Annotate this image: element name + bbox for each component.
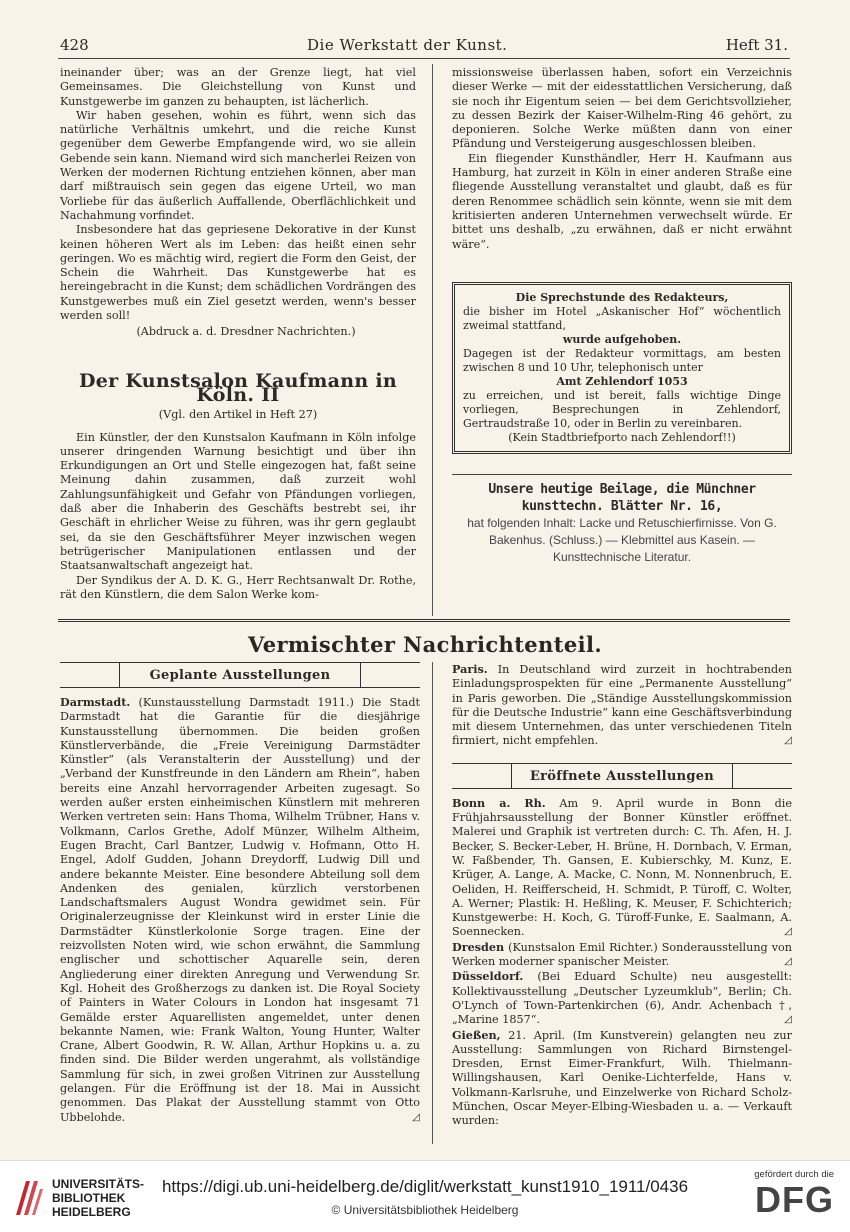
- news-entry: [452, 969, 792, 1027]
- copyright-notice: © Universitätsbibliothek Heidelberg: [331, 1203, 519, 1217]
- news-entry: [452, 662, 792, 749]
- paragraph: Insbesondere hat das gepriesene Dekorative in der Kunst keinen höheren Wert als im Leben: das heißt einen sehr geringen. Wo es mächtig wird, regiert die Form den Geist, der Schein die Wahrheit. Das Kunstgewerbe hat es hereingebracht in die Kunst; dem schädlichen Vordrängen des Kunstgewerbes muß ein Ziel gesetzt werden, wenn's besser werden soll!: [60, 223, 416, 323]
- news-entry: [452, 796, 792, 940]
- end-mark-icon: ◿: [784, 1014, 792, 1026]
- section-title: Vermischter Nachrichtenteil.: [247, 632, 603, 657]
- supplement-title: Unsere heutige Beilage, die Münchner kunsttechn. Blätter Nr. 16,: [488, 481, 756, 514]
- end-mark-icon: ◿: [784, 956, 792, 968]
- right-column: [452, 66, 792, 566]
- page-number: 428: [60, 36, 89, 54]
- issue-number: Heft 31.: [725, 36, 788, 54]
- supplement-notice: [452, 474, 792, 566]
- entry-place: Dresden: [452, 939, 505, 954]
- entry-text: (Bei Eduard Schulte) neu ausgestellt: Kollektivausstellung „Deutscher Lyzeumklub“, Berlin; Ch. O'Lynch of Town-Partenkirchen (6), Andr. Achenbach †, „Marine 1857“.: [452, 970, 792, 1027]
- bottom-left-column: [60, 662, 420, 1125]
- notice-footnote: (Kein Stadtbriefporto nach Zehlendorf!!): [508, 430, 736, 444]
- journal-title: Die Werkstatt der Kunst.: [307, 36, 508, 54]
- paragraph: Ein fliegender Kunsthändler, Herr H. Kaufmann aus Hamburg, hat zurzeit in Köln in einer anderen Straße eine fliegende Ausstellung veranstaltet und glaubt, daß es für deren Renommee schädlich sein könnte, wenn sie mit dem kritisierten anderen Unternehmen verwechselt würde. Er bittet uns deshalb, „zu erwähnen, daß er nicht erwähnt wäre“.: [452, 151, 792, 251]
- news-entry: [452, 1028, 792, 1129]
- header-rule: [58, 58, 790, 59]
- entry-place: Paris.: [452, 662, 488, 676]
- running-head: [60, 32, 788, 58]
- paragraph: ineinander über; was an der Grenze liegt, hat viel Gemeinsames. Die Gleichstellung von Kunst und Kunstgewerbe im ganzen zu behaupten, ist lächerlich.: [60, 66, 416, 108]
- end-mark-icon: ◿: [784, 735, 792, 747]
- paragraph: missionsweise überlassen haben, sofort ein Verzeichnis dieser Werke — mit der eidesstattlichen Versicherung, daß sie noch ihr Eigentum seien — bei dem Gerichtsvollzieher, zu dessen Bezirk der Kaiser-Wilhelm-Ring 46 gehört, zu deponieren. Solche Werke müßten dann von einer Pfändung und Versteigerung ausgeschlossen bleiben.: [452, 66, 792, 151]
- notice-title: Die Sprechstunde des Redakteurs,: [515, 290, 729, 304]
- left-column: [60, 66, 416, 602]
- notice-phone: Amt Zehlendorf 1053: [556, 374, 688, 388]
- subheading-rule-right: [732, 764, 792, 788]
- subheading-rule-left: [452, 764, 512, 788]
- paragraph: Der Syndikus der A. D. K. G., Herr Rechtsanwalt Dr. Rothe, rät den Künstlern, die dem Salon Werke kom-: [60, 573, 416, 601]
- end-mark-icon: ◿: [412, 1111, 420, 1123]
- entry-place: Darmstadt.: [60, 695, 131, 709]
- library-name: [52, 1177, 144, 1219]
- section-rule: [58, 619, 790, 622]
- end-mark-icon: ◿: [784, 926, 792, 938]
- library-name-line: UNIVERSITÄTS-: [52, 1177, 145, 1191]
- notice-box: [452, 282, 792, 454]
- library-name-line: BIBLIOTHEK: [52, 1191, 126, 1205]
- entry-text: (Kunstsalon Emil Richter.) Sonderausstellung von Werken moderner spanischer Meister.: [452, 940, 792, 969]
- column-divider: [432, 64, 433, 616]
- supplement-contents: hat folgenden Inhalt: Lacke und Retuschierfirnisse. Von G. Bakenhus. (Schluss.) — Klebmittel aus Kasein. — Kunsttechnische Literatur.: [467, 515, 777, 564]
- paragraph: Wir haben gesehen, wohin es führt, wenn sich das natürliche Verhältnis umkehrt, und die reiche Kunst gegenüber dem Gewerbe Empfangende wird, wo sie allein Gebende sein kann. Niemand wird sich mancherlei Reizen von Werken der modernen Richtung entziehen können, aber man darf mißtrauisch sein gegen das eigene Urteil, wo man Vorliebe für das äußerlich Auffallende, Oberflächlichkeit und Nachahmung vorfindet.: [60, 108, 416, 222]
- column-divider: [432, 662, 433, 1144]
- viewer-footer: [0, 1160, 850, 1232]
- article-title: Der Kunstsalon Kaufmann in Köln. II: [78, 369, 397, 406]
- notice-emphasis: wurde aufgehoben.: [562, 332, 682, 346]
- funder-caption: gefördert durch die: [754, 1169, 834, 1180]
- subheading-rule-right: [360, 663, 420, 687]
- subheading-box: [452, 763, 792, 789]
- entry-place: Düsseldorf.: [452, 969, 524, 984]
- library-logo[interactable]: [14, 1177, 144, 1219]
- notice-line: Dagegen ist der Redakteur vormittags, am besten zwischen 8 und 10 Uhr, telephonisch unter: [463, 346, 781, 374]
- subheading-label: Geplante Ausstellungen: [149, 668, 331, 683]
- entry-text: (Kunstausstellung Darmstadt 1911.) Die Stadt Darmstadt hat die Garantie für die diesjährige Kunstausstellung übernommen. Die beiden großen Künstlerverbände, die „Freie Vereinigung Darmstädter Künstler“ (als Veranstalterin der Ausstellung) und der „Verband der Kunstfreunde in den Ländern am Rhein“, haben bereits eine Anzahl hervorragender Arbeiten zugesagt. So werden außer ersten einheimischen Künstlern mit mehreren Werken vertreten sein: Hans Thoma, Wilhelm Trübner, Hans v. Volkmann, Carlos Grethe, Adolf Münzer, Wilhelm Altheim, Eugen Bracht, Carl Bantzer, Ludwig v. Hofmann, Otto H. Engel, Adolf Gudden, Johann Dreydorff, Ludwig Dill und andere bekannte Meister. Eine besondere Abteilung soll dem Andenken des genialen, kürzlich verstorbenen Landschaftsmalers August Wondra gewidmet sein. Für Originalerzeugnisse der Kleinkunst wird in erster Linie die Darmstädter Künstlerkolonie Sorge tragen. Eine der reizvollsten Noten wird, wie schon erwähnt, die Sammlung englischer und schottischer Aquarelle sein, deren Angliederung einer direkten Anregung und Verwendung Sr. Kgl. Hoheit des Großherzogs zu danken ist. Die Royal Society of Painters in Water Colours in London hat insgesamt 71 Gemälde erster Aquarellisten angemeldet, unter denen bekannte Namen, wie: Frank Walton, Young Hunter, Walter Crane, Albert Goodwin, R. W. Allan, Arthur Hopkins u. a. zu finden sind. Die Bilder werden ungerahmt, als vollständige Sammlung für sich, in zwei großen Vitrinen zur Ausstellung gelangen. Für die Eröffnung ist der 18. Mai in Aussicht genommen. Das Plakat der Ausstellung stammt von Otto Ubbelohde.: [60, 696, 420, 1124]
- news-entry: [452, 940, 792, 970]
- subheading-rule-left: [60, 663, 120, 687]
- entry-place: Bonn a. Rh.: [452, 795, 546, 810]
- entry-place: Gießen,: [452, 1027, 501, 1042]
- permalink[interactable]: https://digi.ub.uni-heidelberg.de/diglit/werkstatt_kunst1910_1911/0436: [161, 1177, 689, 1196]
- notice-line: die bisher im Hotel „Askanischer Hof“ wöchentlich zweimal stattfand,: [463, 304, 781, 332]
- source-note: (Abdruck a. d. Dresdner Nachrichten.): [136, 325, 356, 339]
- bottom-right-column: [452, 662, 792, 1129]
- dfg-logo-text: DFG: [755, 1179, 834, 1220]
- funder-logo[interactable]: [724, 1169, 834, 1220]
- article-reference: (Vgl. den Artikel in Heft 27): [158, 408, 318, 422]
- entry-text: 21. April. (Im Kunstverein) gelangten neu zur Ausstellung: Sammlungen von Richard Birnstengel-Dresden, Ernst Eimer-Frankfurt, Wilh. Thielmann-Willingshausen, Karl Oenike-Lichterfelde, Hans v. Volkmann-Karlsruhe, und Einzelwerke von Richard Scholz-München, Oscar Meyer-Elbing-Wiesbaden u. a. — Verkauft wurden:: [452, 1028, 792, 1128]
- paragraph: Ein Künstler, der den Kunstsalon Kaufmann in Köln infolge unserer dringenden Warnung besichtigt und über ihn Erkundigungen an Ort und Stelle eingezogen hat, faßt seine Meinung dahin zusammen, daß zurzeit wohl Zahlungsunfähigkeit und Gefahr von Pfändungen vorliegen, daß aber die Inhaberin des Geschäfts bestrebt sei, ihr Geschäft in ehrlicher Weise zu führen, was ihr gern geglaubt sei, da sie den Geschäftsführer Meyer inzwischen wegen betrügerischer Manipulationen entlassen und der Staatsanwaltschaft angezeigt hat.: [60, 430, 416, 573]
- notice-line: zu erreichen, und ist bereit, falls wichtige Dinge vorliegen, Besprechungen in Zehlendorf, Gertraudstraße 10, oder in Berlin zu vereinbaren.: [463, 388, 781, 430]
- library-name-line: HEIDELBERG: [52, 1205, 131, 1219]
- entry-text: In Deutschland wird zurzeit in hochtrabenden Einladungsprospekten für eine „Permanente Ausstellung“ in Paris geworben. Die „Ständige Ausstellungskommission für die Deutsche Industrie“ kann eine Geschäftsverbindung mit diesem Unternehmen, das unter verschiedenen Titeln firmiert, nicht empfehlen.: [452, 663, 792, 748]
- subheading-box: [60, 662, 420, 688]
- subheading-label: Eröffnete Ausstellungen: [529, 768, 715, 784]
- entry-text: Am 9. April wurde in Bonn die Frühjahrsausstellung der Bonner Künstler eröffnet. Malerei und Graphik ist vertreten durch: C. Th. Afen, H. J. Becker, S. Becker-Leber, H. Brüne, H. Dornbach, V. Erman, W. Faßbender, Th. Gansen, E. Kubierschky, M. Kunz, E. Krüger, A. Lange, A. Macke, C. Nonn, M. Nonnenbruch, E. Oeliden, H. Reifferscheid, H. Schmidt, P. Türoff, C. Wolter, A. Werner; Plastik: H. Heßling, K. Meuser, F. Schichterich; Kunstgewerbe: H. Koch, G. Türoff-Funke, E. Saalmann, A. Soennecken.: [452, 796, 792, 939]
- news-entry: [60, 695, 420, 1125]
- library-logo-icon: [14, 1179, 44, 1217]
